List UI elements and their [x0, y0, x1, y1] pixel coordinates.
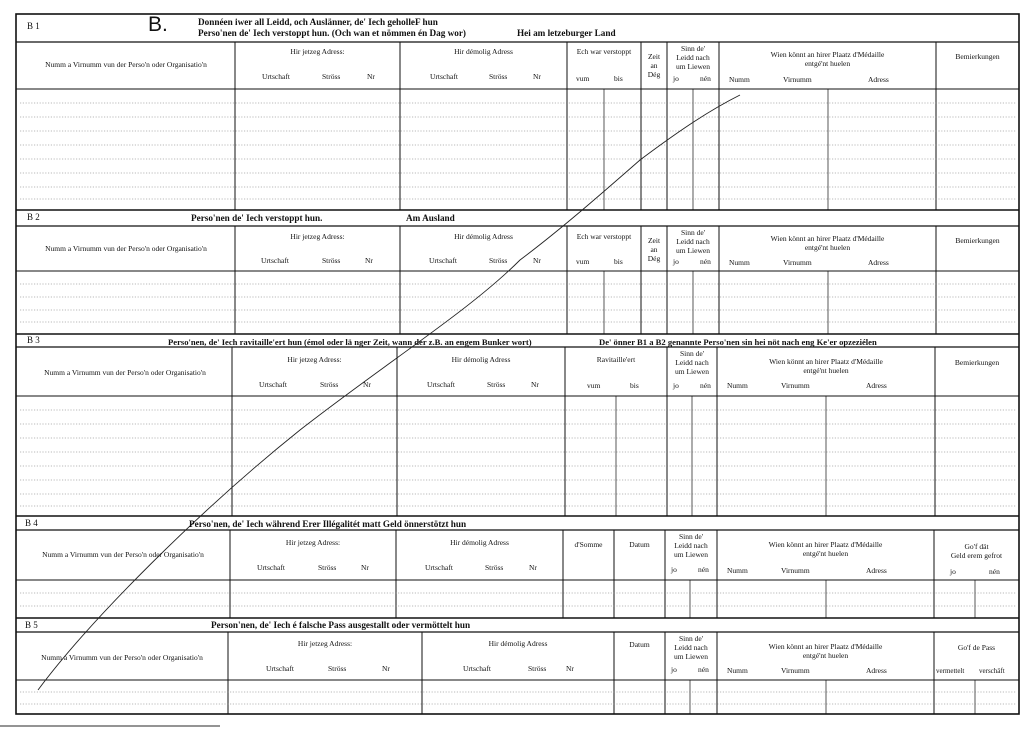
header-sense-1: Sinn de' [679, 349, 705, 358]
header-col-yes: jo [950, 567, 956, 576]
pen-stroke [38, 95, 740, 690]
section-title-b2-extra: Am Ausland [406, 213, 455, 223]
header-col-yes: jo [671, 565, 677, 574]
header-name: Numm a Virnumm vun der Perso'n oder Organisatio'n [42, 550, 204, 559]
header-passport: Go'f de Pass [957, 643, 996, 652]
header-former-address: Hir démolig Adress [454, 232, 513, 241]
section-label-b4: B 4 [25, 518, 38, 528]
section-title-b4: Perso'nen, de' Iech während Erer Illégalitét matt Geld önnerstötzt hun [189, 519, 467, 529]
header-sense-1: Sinn de' [680, 228, 706, 237]
header-col-nr: Nr [367, 72, 375, 81]
header-time-days-2: an [650, 61, 658, 70]
header-col-from: vum [576, 74, 590, 83]
header-medal-2: entgé'nt huelen [804, 243, 851, 252]
header-sense-3: um Liewen [674, 652, 708, 661]
header-col-nr: Nr [566, 664, 574, 673]
header-sense-2: Leidd nach [676, 53, 710, 62]
header-col-street: Ströss [318, 563, 337, 572]
header-sense-2: Leidd nach [676, 237, 710, 246]
header-col-street: Ströss [328, 664, 347, 673]
header-name: Numm a Virnumm vun der Perso'n oder Organisatio'n [41, 653, 203, 662]
header-medal-1: Wien könnt an hirer Plaatz d'Médaille [769, 357, 883, 366]
header-col-address: Adress [868, 75, 889, 84]
header-former-address: Hir démolig Adress [488, 639, 548, 648]
header-current-address: Hir jetzeg Adress: [297, 639, 353, 648]
header-col-address: Adress [866, 566, 887, 575]
header-col-no: nén [700, 257, 711, 266]
header-col-firstname: Virnumm [781, 566, 810, 575]
header-col-no: nén [700, 381, 711, 390]
header-current-address: Hir jetzeg Adress: [287, 355, 342, 364]
header-medal-1: Wien könnt an hirer Plaatz d'Médaille [768, 540, 883, 549]
header-medal-1: Wien könnt an hirer Plaatz d'Médaille [770, 234, 885, 243]
header-medal-2: entgé'nt huelen [802, 549, 849, 558]
header-name: Numm a Virnumm vun der Perso'n oder Organisatio'n [44, 368, 206, 377]
header-col-yes: jo [673, 381, 679, 390]
section-label-b3: B 3 [27, 335, 40, 345]
header-col-procured: verschäft [979, 667, 1005, 675]
header-col-street: Ströss [322, 256, 341, 265]
header-col-no: nén [698, 665, 709, 674]
header-remarks: Bemierkungen [955, 236, 1000, 245]
header-medal-1: Wien könnt an hirer Plaatz d'Médaille [770, 50, 885, 59]
header-sense-1: Sinn de' [678, 634, 704, 643]
header-col-town: Urtschaft [257, 563, 285, 572]
section-title-b1-line1: Donnéen iwer all Leidd, och Auslänner, de' Iech geholleF hun [198, 17, 438, 27]
header-sense-3: um Liewen [675, 367, 709, 376]
section-title-b5: Person'nen, de' Iech é falsche Pass ausgestallt oder vermöttelt hun [211, 620, 471, 630]
header-col-town: Urtschaft [261, 256, 289, 265]
header-col-street: Ströss [487, 380, 506, 389]
header-time-days-3: Dég [647, 70, 661, 79]
header-date: Datum [629, 640, 650, 649]
header-col-address: Adress [866, 381, 887, 390]
header-time-days-2: an [650, 245, 658, 254]
header-sense-2: Leidd nach [674, 541, 708, 550]
header-col-surname: Numm [729, 75, 750, 84]
header-col-yes: jo [671, 665, 677, 674]
header-sense-3: um Liewen [674, 550, 708, 559]
header-col-firstname: Virnumm [781, 381, 810, 390]
header-col-no: nén [700, 74, 711, 83]
header-amount: d'Somme [574, 540, 603, 549]
header-col-to: bis [614, 257, 623, 266]
header-col-arranged: vermettelt [936, 667, 965, 675]
header-medal-2: entgé'nt huelen [804, 59, 851, 68]
header-sense-1: Sinn de' [678, 532, 704, 541]
header-col-town: Urtschaft [262, 72, 290, 81]
header-col-firstname: Virnumm [783, 258, 812, 267]
header-col-firstname: Virnumm [781, 666, 810, 675]
header-hidden-period: Ech war verstoppt [576, 232, 632, 241]
header-col-nr: Nr [529, 563, 537, 572]
header-col-yes: jo [673, 257, 679, 266]
header-col-firstname: Virnumm [783, 75, 812, 84]
header-col-no: nén [698, 565, 709, 574]
header-medal-2: entgé'nt huelen [803, 366, 849, 375]
header-col-from: vum [576, 257, 590, 266]
header-date: Datum [629, 540, 650, 549]
section-title-b1-line2: Perso'nen de' Iech verstoppt hun. (Och wan et nömmen én Dag wor) [198, 28, 466, 38]
header-col-town: Urtschaft [463, 664, 491, 673]
header-sense-1: Sinn de' [680, 44, 706, 53]
header-supplied-period: Ravitaille'ert [596, 355, 636, 364]
header-col-street: Ströss [485, 563, 504, 572]
header-col-surname: Numm [729, 258, 750, 267]
header-col-from: vum [587, 381, 601, 390]
header-medal-2: entgé'nt huelen [802, 651, 849, 660]
header-col-nr: Nr [365, 256, 373, 265]
header-remarks: Bemierkungen [954, 358, 1000, 367]
section-label-b2: B 2 [27, 212, 40, 222]
header-time-days-1: Zeit [647, 52, 661, 61]
header-former-address: Hir démolig Adress [454, 47, 513, 56]
section-title-b3-extra: De' önner B1 a B2 genannte Perso'nen sin hei nöt nach eng Ke'er opzeziélen [599, 337, 877, 347]
header-col-nr: Nr [361, 563, 369, 572]
header-col-street: Ströss [322, 72, 341, 81]
header-repaid-2: Geld erem gefrot [950, 551, 1003, 560]
section-label-b5: B 5 [25, 620, 38, 630]
header-hidden-period: Ech war verstoppt [576, 47, 632, 56]
header-col-town: Urtschaft [430, 72, 458, 81]
header-col-yes: jo [673, 74, 679, 83]
header-col-nr: Nr [533, 256, 541, 265]
form-letter: B. [148, 13, 168, 36]
header-col-no: nén [989, 567, 1000, 576]
section-title-b1-extra: Hei am letzeburger Land [517, 28, 616, 38]
header-col-town: Urtschaft [427, 380, 455, 389]
header-remarks: Bemierkungen [955, 52, 1000, 61]
header-col-to: bis [630, 381, 639, 390]
header-time-days-1: Zeit [647, 236, 661, 245]
header-col-town: Urtschaft [425, 563, 453, 572]
section-title-b2: Perso'nen de' Iech verstoppt hun. [191, 213, 323, 223]
header-col-surname: Numm [727, 666, 748, 675]
header-col-town: Urtschaft [259, 380, 287, 389]
header-col-address: Adress [866, 666, 887, 675]
section-title-b3: Perso'nen, de' Iech ravitaille'ert hun (émol oder lä nger Zeit, wann der z.B. an engem Bunker wort) [168, 337, 532, 347]
header-medal-1: Wien könnt an hirer Plaatz d'Médaille [768, 642, 883, 651]
header-former-address: Hir démolig Adress [450, 538, 509, 547]
section-label-b1: B 1 [27, 21, 40, 31]
header-col-to: bis [614, 74, 623, 83]
header-sense-3: um Liewen [676, 62, 710, 71]
header-col-surname: Numm [727, 381, 748, 390]
header-col-street: Ströss [489, 256, 508, 265]
header-col-nr: Nr [382, 664, 390, 673]
header-col-nr: Nr [531, 380, 539, 389]
header-current-address: Hir jetzeg Adress: [290, 232, 345, 241]
header-sense-2: Leidd nach [674, 643, 708, 652]
header-repaid-1: Go'f dät [964, 542, 989, 551]
header-col-street: Ströss [489, 72, 508, 81]
header-current-address: Hir jetzeg Adress: [290, 47, 345, 56]
header-sense-3: um Liewen [676, 246, 710, 255]
header-col-surname: Numm [727, 566, 748, 575]
header-name: Numm a Virnumm vun der Perso'n oder Organisatio'n [45, 244, 207, 253]
header-col-address: Adress [868, 258, 889, 267]
header-name: Numm a Virnumm vun der Perso'n oder Organisatio'n [45, 60, 207, 69]
header-sense-2: Leidd nach [675, 358, 709, 367]
header-col-nr: Nr [363, 380, 371, 389]
header-col-nr: Nr [533, 72, 541, 81]
header-col-town: Urtschaft [266, 664, 294, 673]
header-time-days-3: Dég [647, 254, 661, 263]
header-former-address: Hir démolig Adress [451, 355, 511, 364]
header-col-street: Ströss [320, 380, 339, 389]
header-col-street: Ströss [528, 664, 547, 673]
header-col-town: Urtschaft [429, 256, 457, 265]
header-current-address: Hir jetzeg Adress: [285, 538, 341, 547]
